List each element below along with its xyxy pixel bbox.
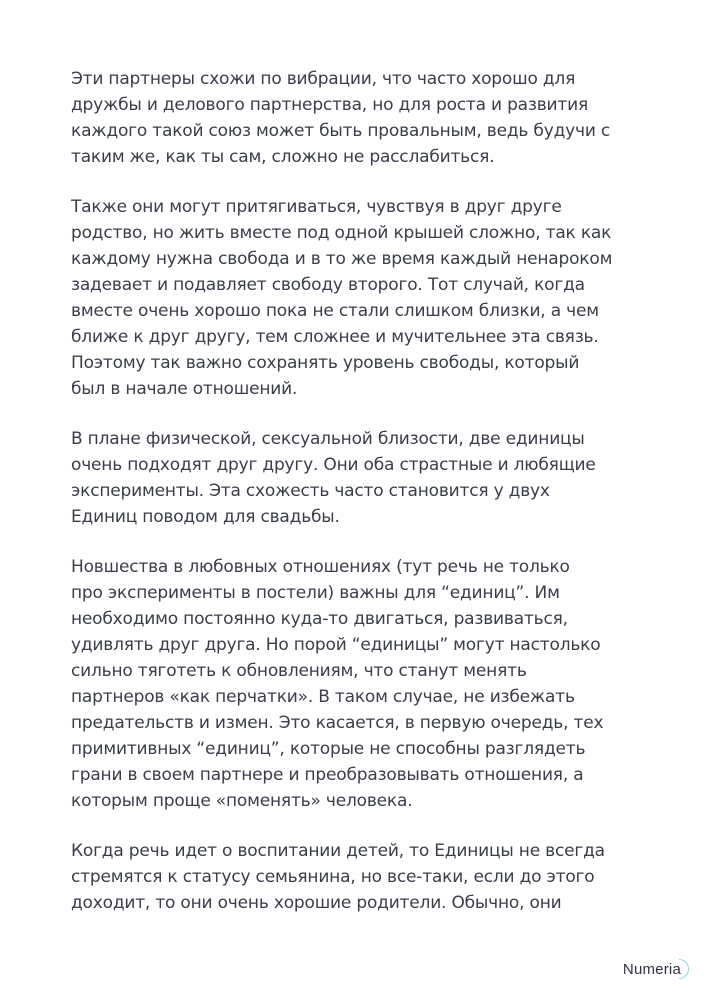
text-line: родство, но жить вместе под одной крышей сложно, так как <box>71 223 612 243</box>
text-line: примитивных “единиц”, которые не способны разглядеть <box>71 739 586 759</box>
paragraph <box>71 838 651 916</box>
text-line: Единиц поводом для свадьбы. <box>71 507 340 527</box>
text-line: грани в своем партнере и преобразовывать отношения, а <box>71 765 584 785</box>
text-line: В плане физической, сексуальной близости, две единицы <box>71 429 585 449</box>
paragraph <box>71 426 651 530</box>
text-line: Новшества в любовных отношениях (тут речь не только <box>71 557 570 577</box>
text-line: каждого такой союз может быть провальным, ведь будучи с <box>71 121 611 141</box>
paragraph <box>71 554 651 814</box>
logo-text: Numeria <box>622 960 681 978</box>
text-line: удивлять друг друга. Но порой “единицы” могут настолько <box>71 635 601 655</box>
text-line: был в начале отношений. <box>71 379 298 399</box>
text-line: каждому нужна свобода и в то же время каждый ненароком <box>71 249 613 269</box>
text-line: Также они могут притягиваться, чувствуя в друг друге <box>71 197 562 217</box>
text-line: дружбы и делового партнерства, но для роста и развития <box>71 95 588 115</box>
numeria-logo <box>623 958 689 980</box>
text-line: партнеров «как перчатки». В таком случае, не избежать <box>71 687 575 707</box>
text-line: ближе к друг другу, тем сложнее и мучительнее эта связь. <box>71 327 599 347</box>
text-line: таким же, как ты сам, сложно не расслабиться. <box>71 147 495 167</box>
document-body <box>71 66 651 940</box>
text-line: которым проще «поменять» человека. <box>71 791 413 811</box>
text-line: Поэтому так важно сохранять уровень свободы, который <box>71 353 580 373</box>
text-line: стремятся к статусу семьянина, но все-таки, если до этого <box>71 867 595 887</box>
text-line: задевает и подавляет свободу второго. Тот случай, когда <box>71 275 585 295</box>
text-line: Когда речь идет о воспитании детей, то Единицы не всегда <box>71 841 605 861</box>
text-line: доходит, то они очень хорошие родители. Обычно, они <box>71 893 562 913</box>
text-line: вместе очень хорошо пока не стали слишком близки, а чем <box>71 301 599 321</box>
text-line: необходимо постоянно куда-то двигаться, развиваться, <box>71 609 568 629</box>
text-line: Эти партнеры схожи по вибрации, что часто хорошо для <box>71 69 576 89</box>
text-line: предательств и измен. Это касается, в первую очередь, тех <box>71 713 604 733</box>
text-line: сильно тяготеть к обновлениям, что станут менять <box>71 661 527 681</box>
text-line: про эксперименты в постели) важны для “единиц”. Им <box>71 583 560 603</box>
logo-arc-icon <box>679 959 689 979</box>
text-line: эксперименты. Эта схожесть часто становится у двух <box>71 481 550 501</box>
paragraph <box>71 194 651 402</box>
text-line: очень подходят друг другу. Они оба страстные и любящие <box>71 455 596 475</box>
paragraph <box>71 66 651 170</box>
